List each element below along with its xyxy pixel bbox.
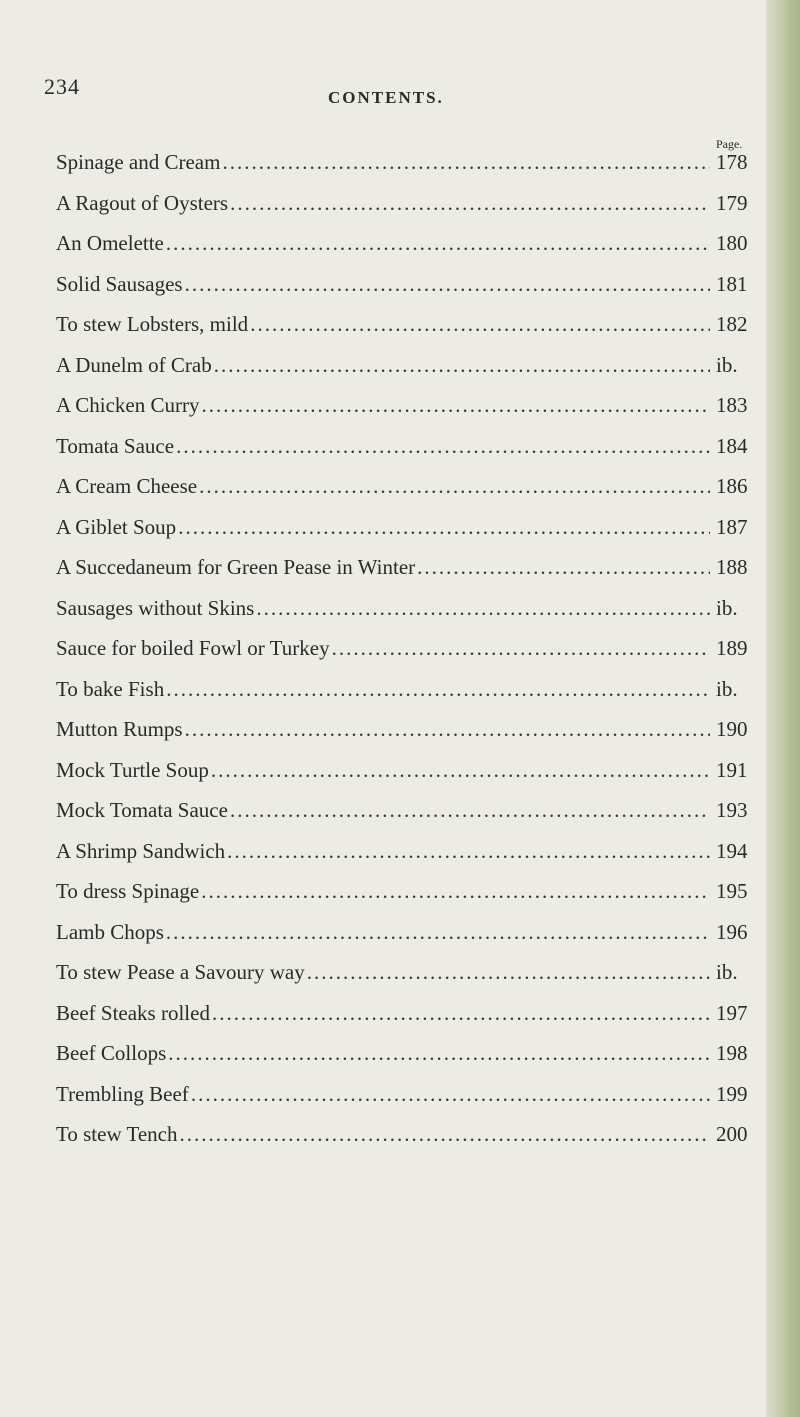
- entry-page: 182: [716, 312, 748, 336]
- entry-title: Solid Sausages: [56, 271, 183, 296]
- entry-page: 197: [716, 1000, 748, 1025]
- entry-title: Spinage and Cream: [56, 150, 221, 174]
- toc-entry: [56, 183, 756, 224]
- toc-entry: [56, 831, 756, 872]
- entry-page: ib.: [716, 960, 738, 984]
- dot-leader: [176, 426, 710, 466]
- entry-page: 199: [716, 1081, 748, 1106]
- dot-leader: [201, 871, 710, 911]
- entry-page: 191: [716, 757, 748, 782]
- toc-entry: [56, 709, 756, 750]
- entry-page: ib.: [716, 676, 738, 701]
- entry-page: 181: [716, 271, 748, 296]
- entry-page: 186: [716, 474, 748, 498]
- toc-entry: [56, 385, 756, 426]
- entry-title: To stew Tench: [56, 1122, 178, 1146]
- dot-leader: [307, 952, 710, 992]
- toc-entry: [56, 466, 756, 507]
- page-edge: [766, 0, 800, 1417]
- entry-page: 178: [716, 150, 748, 174]
- entry-page: ib.: [716, 595, 738, 620]
- page-column-label: Page.: [716, 137, 743, 151]
- toc-entry: [56, 952, 756, 993]
- entry-page: 190: [716, 717, 748, 741]
- entry-page: 198: [716, 1041, 748, 1065]
- entry-page: 180: [716, 231, 748, 255]
- entry-title: A Dunelm of Crab: [56, 352, 212, 377]
- entry-title: Trembling Beef: [56, 1081, 189, 1106]
- dot-leader: [166, 223, 710, 263]
- dot-leader: [256, 588, 710, 628]
- entry-title: To stew Pease a Savoury way: [56, 960, 305, 984]
- toc-entry: [56, 993, 756, 1034]
- toc-entry: [56, 345, 756, 386]
- entry-title: A Chicken Curry: [56, 393, 200, 417]
- entry-title: To bake Fish: [56, 676, 165, 701]
- dot-leader: [417, 547, 710, 587]
- dot-leader: [185, 264, 710, 304]
- dot-leader: [179, 1114, 710, 1154]
- dot-leader: [201, 385, 710, 425]
- entry-title: Sausages without Skins: [56, 595, 255, 620]
- toc-entry: [56, 547, 756, 588]
- dot-leader: [191, 1074, 710, 1114]
- toc-entry: [56, 426, 756, 467]
- running-head: CONTENTS.: [328, 88, 444, 107]
- entry-title: To stew Lobsters, mild: [56, 312, 249, 336]
- entry-title: A Giblet Soup: [56, 514, 177, 539]
- dot-leader: [230, 790, 710, 830]
- toc-entry: [56, 1074, 756, 1115]
- entry-page: 188: [716, 555, 748, 579]
- entry-page: 200: [716, 1122, 748, 1146]
- dot-leader: [166, 912, 710, 952]
- dot-leader: [166, 669, 710, 709]
- dot-leader: [168, 1033, 710, 1073]
- entry-page: ib.: [716, 352, 738, 377]
- toc-entry: [56, 669, 756, 710]
- entry-page: 195: [716, 879, 748, 903]
- page-number: 234: [44, 74, 80, 99]
- toc-entry: [56, 223, 756, 264]
- entry-title: An Omelette: [56, 231, 164, 255]
- entry-title: Mock Turtle Soup: [56, 757, 209, 782]
- entry-title: A Succedaneum for Green Pease in Winter: [56, 555, 416, 579]
- toc-entry: [56, 304, 756, 345]
- dot-leader: [230, 183, 710, 223]
- table-of-contents: [56, 140, 756, 1155]
- entry-page: 193: [716, 798, 748, 822]
- dot-leader: [222, 142, 710, 182]
- entry-title: Mock Tomata Sauce: [56, 798, 228, 822]
- entry-title: Lamb Chops: [56, 919, 164, 944]
- dot-leader: [250, 304, 710, 344]
- entry-title: A Shrimp Sandwich: [56, 838, 226, 863]
- entry-page: 187: [716, 514, 748, 539]
- entry-title: Beef Steaks rolled: [56, 1000, 210, 1025]
- entry-title: Beef Collops: [56, 1041, 167, 1065]
- toc-entry: [56, 507, 756, 548]
- dot-leader: [211, 750, 710, 790]
- toc-entry: [56, 912, 756, 953]
- entry-page: 184: [716, 433, 748, 458]
- dot-leader: [212, 993, 710, 1033]
- dot-leader: [227, 831, 710, 871]
- toc-entry: [56, 264, 756, 305]
- entry-title: Tomata Sauce: [56, 433, 175, 458]
- dot-leader: [332, 628, 710, 668]
- dot-leader: [214, 345, 710, 385]
- toc-entry: [56, 142, 756, 183]
- toc-entry: [56, 1114, 756, 1155]
- entry-page: 194: [716, 838, 748, 863]
- toc-entry: [56, 628, 756, 669]
- dot-leader: [185, 709, 710, 749]
- entry-title: A Ragout of Oysters: [56, 190, 229, 215]
- dot-leader: [199, 466, 710, 506]
- toc-entry: [56, 871, 756, 912]
- toc-entry: [56, 1033, 756, 1074]
- entry-title: A Cream Cheese: [56, 474, 198, 498]
- dot-leader: [178, 507, 710, 547]
- entry-page: 189: [716, 636, 748, 660]
- entry-page: 196: [716, 919, 748, 944]
- entry-title: To dress Spinage: [56, 879, 200, 903]
- toc-entry: [56, 750, 756, 791]
- entry-page: 183: [716, 393, 748, 417]
- entry-title: Sauce for boiled Fowl or Turkey: [56, 636, 330, 660]
- toc-entry: [56, 790, 756, 831]
- entry-page: 179: [716, 190, 748, 215]
- toc-entry: [56, 588, 756, 629]
- entry-title: Mutton Rumps: [56, 717, 183, 741]
